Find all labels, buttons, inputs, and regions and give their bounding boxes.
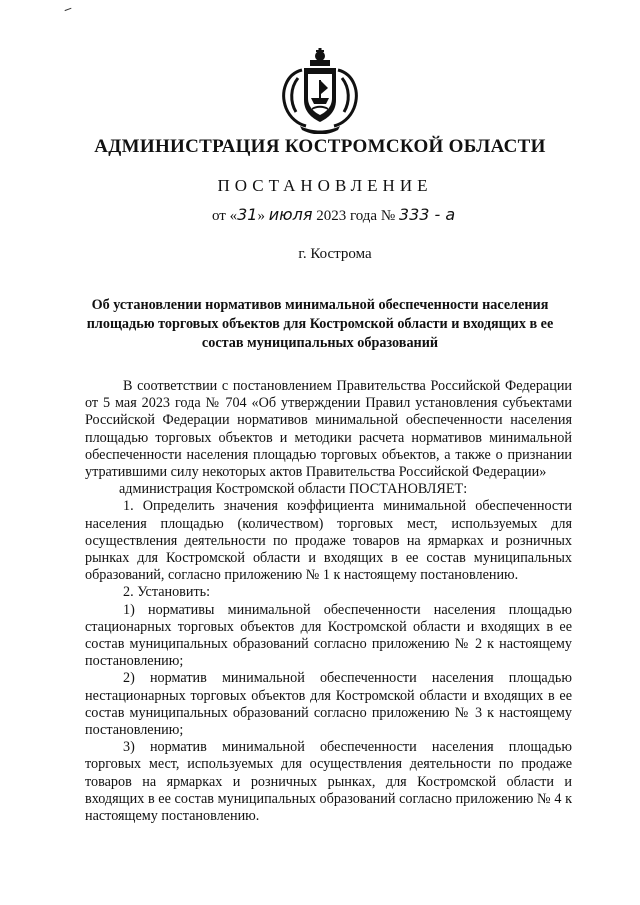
document-type: ПОСТАНОВЛЕНИЕ xyxy=(217,176,433,195)
document-body xyxy=(85,378,572,825)
paragraph-item-1: 1. Определить значения коэффициента минимальной обеспеченности населения площадью (количеством) торговых мест, используемых для осуществления деятельности по продаже товаров на ярмарках и розничных рынках для Костромской области и входящих в ее состав муниципальных образований, согласно приложению № 1 к настоящему постановлению. xyxy=(85,498,572,584)
paragraph-subitem-2: 2) норматив минимальной обеспеченности населения площадью нестационарных торговых объектов для Костромской области и входящих в ее состав муниципальных образований согласно приложению № 3 к настоящему постановлению; xyxy=(85,670,572,739)
coat-of-arms-icon xyxy=(272,48,368,134)
document-number: 333 - а xyxy=(398,205,456,224)
paragraph-subitem-3: 3) норматив минимальной обеспеченности населения площадью торговых мест, используемых для осуществления деятельности по продаже товаров на ярмарках и розничных рынках, для Костромской области и входящих в ее состав муниципальных образований согласно приложению № 4 к настоящему постановлению. xyxy=(85,739,572,825)
paragraph-preamble: В соответствии с постановлением Правительства Российской Федерации от 5 мая 2023 года № 704 «Об утверждении Правил установления субъектами Российской Федерации нормативов минимальной обеспеченности населения площадью торговых объектов и методики расчета нормативов минимальной обеспеченности населения площадью торговых объектов, а также о признании утратившими силу некоторых актов Правительства Российской Федерации» xyxy=(85,378,572,481)
date-line xyxy=(212,205,455,225)
date-prefix: от « xyxy=(212,208,238,224)
paragraph-resolves: администрация Костромской области ПОСТАНОВЛЯЕТ: xyxy=(119,481,468,498)
date-year: 2023 года № xyxy=(316,208,396,224)
date-mid: » xyxy=(257,208,265,224)
document-subject: Об установлении нормативов минимальной обеспеченности населения площадью торговых объектов для Костромской области и входящих в ее состав муниципальных образований xyxy=(86,297,554,351)
paragraph-item-2: 2. Установить: xyxy=(123,584,211,601)
scan-mark xyxy=(64,5,72,11)
paragraph-subitem-1: 1) нормативы минимальной обеспеченности населения площадью стационарных торговых объектов для Костромской области и входящих в ее состав муниципальных образований согласно приложению № 2 к настоящему постановлению; xyxy=(85,601,572,670)
date-month: июля xyxy=(268,205,313,224)
organization-title: АДМИНИСТРАЦИЯ КОСТРОМСКОЙ ОБЛАСТИ xyxy=(94,136,546,157)
city: г. Кострома xyxy=(298,246,372,262)
date-day: 31 xyxy=(237,205,258,224)
